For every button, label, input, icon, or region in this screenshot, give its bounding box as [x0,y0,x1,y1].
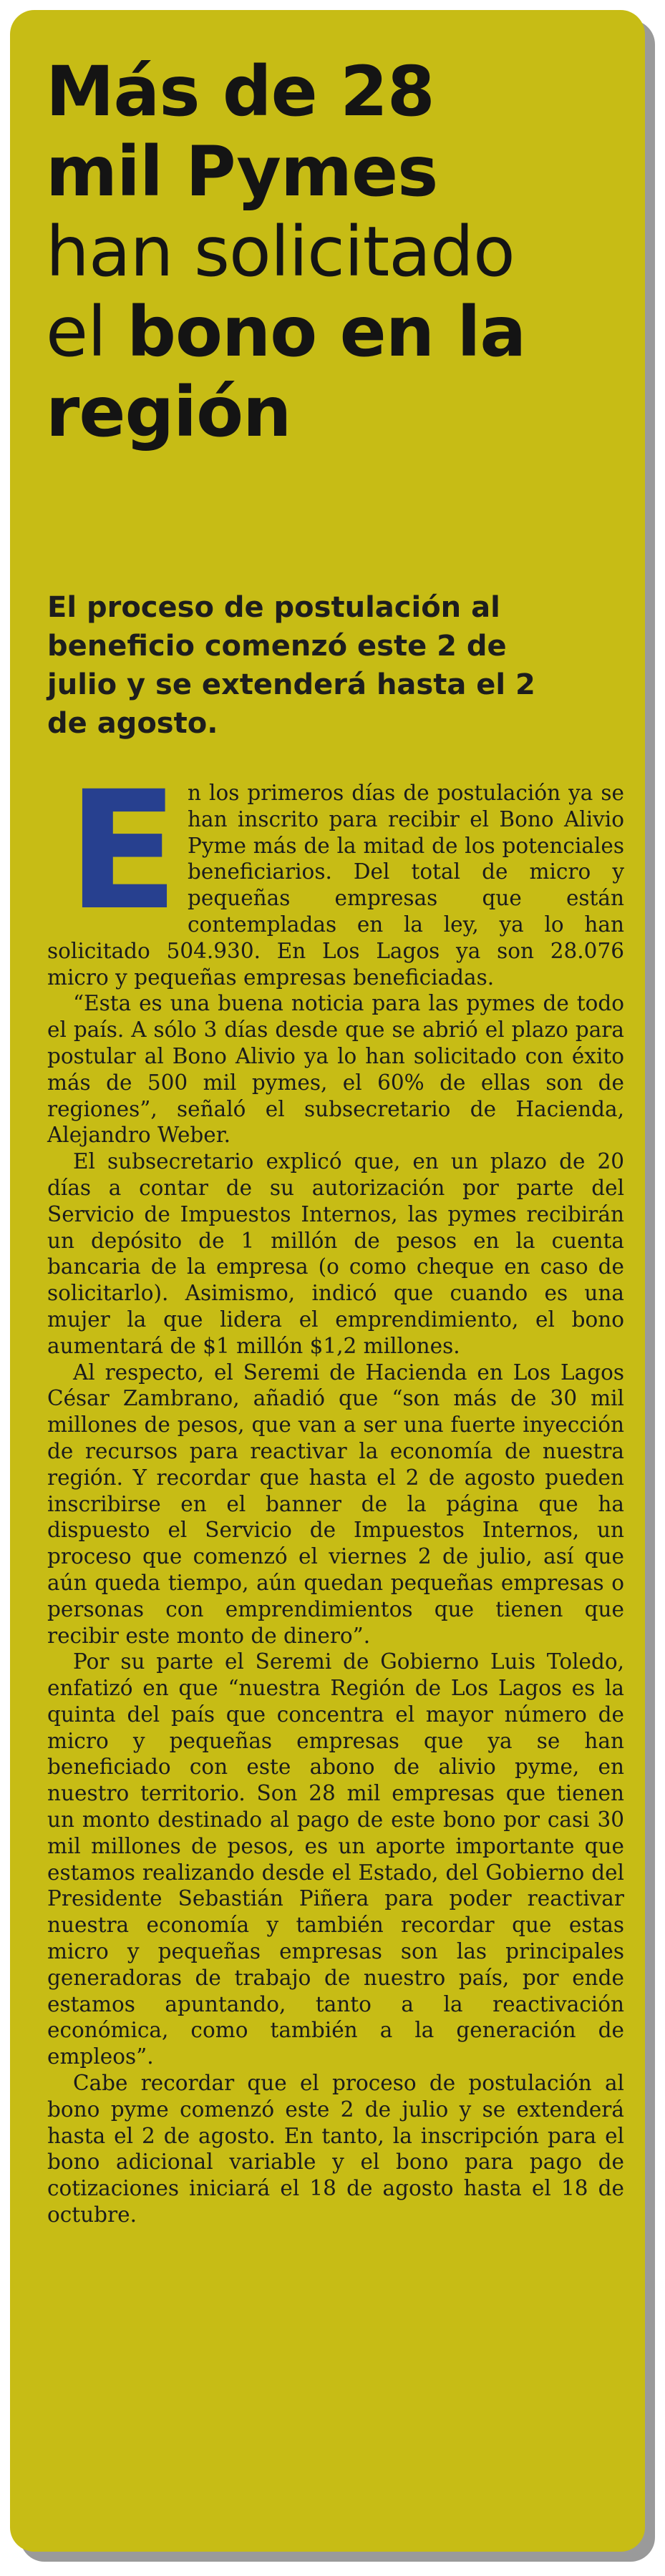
headline [46,52,633,452]
headline-line-3: han solicitado [46,212,515,292]
headline-line-2: mil Pymes [46,132,438,212]
article-body [47,756,624,2228]
headline-line-4-regular: el [46,292,127,372]
subheadline-line-1: El proceso de postulación al [47,591,500,624]
subheadline-line-3: julio y se extenderá hasta el 2 [47,668,535,701]
paragraph-6: Cabe recordar que el proceso de postulación al bono pyme comenzó este 2 de julio y se extenderá hasta el 2 de agosto. En tanto, la inscripción para el bono adicional variable y el bono para pago de cotizaciones iniciará el 18 de agosto hasta el 18 de octubre. [47,2071,624,2228]
article-card [10,10,645,2552]
paragraph-5: Por su parte el Seremi de Gobierno Luis Toledo, enfatizó en que “nuestra Región de Los Lagos es la quinta del país que concentra el mayor número de micro y pequeñas empresas que ya se han beneficiado con este abono de alivio pyme, en nuestro territorio. Son 28 mil empresas que tienen un monto destinado al pago de este bono por casi 30 mil millones de pesos, es un aporte importante que estamos realizando desde el Estado, del Gobierno del Presidente Sebastián Piñera para poder reactivar nuestra economía y también recordar que estas micro y pequeñas empresas son las principales generadoras de trabajo de nuestro país, por ende estamos apuntando, tanto a la reactivación económica, como también a la generación de empleos”. [47,1649,624,2069]
paragraph-2: “Esta es una buena noticia para las pymes de todo el país. A sólo 3 días desde que se abrió el plazo para postular al Bono Alivio ya lo han solicitado con éxito más de 500 mil pymes, el 60% de ellas son de regiones”, señaló el subsecretario de Hacienda, Alejandro Weber. [47,991,624,1148]
headline-line-5: región [46,372,291,452]
subheadline-line-2: beneficio comenzó este 2 de [47,630,507,663]
drop-cap: E [67,756,179,946]
paragraph-1-text: n los primeros días de postulación ya se han inscrito para recibir el Bono Alivio Pyme más de la mitad de los potenciales beneficiarios. Del total de micro y pequeñas empresas que están contempladas en la ley, ya lo han solicitado 504.930. En Los Lagos ya son 28.076 micro y pequeñas empresas beneficiadas. [47,781,624,990]
paragraph-3: El subsecretario explicó que, en un plazo de 20 días a contar de su autorización por parte del Servicio de Impuestos Internos, las pymes recibirán un depósito de 1 millón de pesos en la cuenta bancaria de la empresa (o como cheque en caso de solicitarlo). Asimismo, indicó que cuando es una mujer la que lidera el emprendimiento, el bono aumentará de $1 millón $1,2 millones. [47,1149,624,1358]
paragraph-4: Al respecto, el Seremi de Hacienda en Los Lagos César Zambrano, añadió que “son más de 30 mil millones de pesos, que van a ser una fuerte inyección de recursos para reactivar la economía de nuestra región. Y recordar que hasta el 2 de agosto pueden inscribirse en el banner de la página que ha dispuesto el Servicio de Impuestos Internos, un proceso que comenzó el viernes 2 de julio, así que aún queda tiempo, aún quedan pequeñas empresas o personas con emprendimientos que tienen que recibir este monto de dinero”. [47,1360,624,1648]
headline-line-1: Más de 28 [46,52,435,132]
subheadline [47,588,613,743]
subheadline-line-4: de agosto. [47,707,218,740]
paragraph-1 [47,756,624,990]
headline-line-4-bold: bono en la [127,292,526,372]
headline-line-4 [46,292,633,372]
